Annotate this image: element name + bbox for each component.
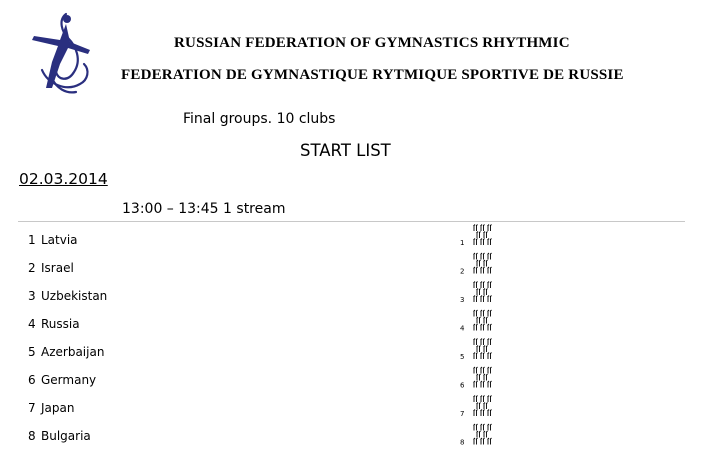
stream-time: 13:00 – 13:45 1 stream: [122, 201, 286, 217]
gymnast-figure-icon: [481, 324, 485, 331]
gymnast-figure-icon: [474, 324, 478, 331]
gymnast-figure-icon: [474, 225, 478, 232]
country-name: Germany: [41, 373, 97, 387]
start-number: 2: [28, 261, 36, 275]
gymnast-figure-icon: [474, 239, 478, 246]
gymnast-figure-icon: [481, 253, 485, 260]
gymnast-figure-icon: [488, 310, 492, 317]
gymnast-figure-icon: [488, 339, 492, 346]
gymnast-figure-icon: [488, 267, 492, 274]
gymnast-figure-icon: [488, 438, 492, 445]
start-number: 6: [28, 373, 36, 387]
gymnast-figure-icon: [477, 232, 481, 239]
gymnast-figure-icon: [488, 253, 492, 260]
country-name: Israel: [41, 261, 74, 275]
gymnast-figure-icon: [481, 239, 485, 246]
list-item: [28, 317, 80, 331]
org-name-french: FEDERATION DE GYMNASTIQUE RYTMIQUE SPORTIVE DE RUSSIE: [121, 67, 624, 83]
gymnast-figure-icon: [474, 282, 478, 289]
gymnast-figure-icon: [481, 396, 485, 403]
gymnast-figure-icon: [481, 424, 485, 431]
formation-number: 5: [460, 353, 465, 361]
formation-number: 2: [460, 267, 465, 276]
start-number: 5: [28, 345, 36, 359]
gymnast-figure-icon: [481, 296, 485, 303]
gymnast-figure-icon: [474, 410, 478, 417]
federation-logo-icon: [22, 10, 94, 100]
gymnast-figure-icon: [474, 310, 478, 317]
start-number: 3: [28, 289, 36, 303]
gymnast-figure-icon: [488, 282, 492, 289]
gymnast-figure-icon: [484, 232, 488, 239]
gymnast-figure-icon: [474, 267, 478, 274]
gymnast-figure-icon: [474, 367, 478, 374]
formation-number: 1: [460, 239, 465, 247]
gymnast-figure-icon: [481, 438, 485, 445]
gymnast-figure-icon: [481, 381, 485, 388]
list-item: [28, 401, 74, 415]
page-title: START LIST: [300, 141, 391, 160]
gymnast-figure-icon: [488, 353, 492, 360]
formation-number: 6: [460, 381, 465, 390]
gymnast-figure-icon: [481, 367, 485, 374]
gymnast-figure-icon: [481, 410, 485, 417]
gymnast-figure-icon: [477, 346, 481, 353]
event-date: 02.03.2014: [19, 170, 108, 188]
gymnast-figure-icon: [484, 260, 488, 267]
gymnast-figure-icon: [488, 410, 492, 417]
gymnast-figure-icon: [477, 317, 481, 324]
gymnast-figure-icon: [477, 260, 481, 267]
competition-subtitle: Final groups. 10 clubs: [183, 111, 336, 127]
list-item: [28, 429, 91, 443]
list-item: [28, 345, 104, 359]
formation-number: 7: [460, 410, 465, 418]
gymnast-figure-icon: [488, 424, 492, 431]
gymnast-figure-icon: [474, 424, 478, 431]
formation-number: 8: [460, 438, 465, 447]
gymnast-figure-icon: [474, 381, 478, 388]
start-number: 7: [28, 401, 36, 415]
gymnast-figure-icon: [474, 396, 478, 403]
gymnast-figure-icon: [474, 353, 478, 360]
gymnast-figure-icon: [481, 353, 485, 360]
country-name: Bulgaria: [41, 429, 91, 443]
gymnast-figure-icon: [474, 296, 478, 303]
gymnast-figure-icon: [484, 346, 488, 353]
gymnast-figure-icon: [488, 367, 492, 374]
gymnast-figure-icon: [488, 396, 492, 403]
country-name: Latvia: [41, 233, 78, 247]
gymnast-figure-icon: [474, 339, 478, 346]
gymnast-figure-icon: [477, 289, 481, 296]
start-number: 8: [28, 429, 36, 443]
gymnast-figure-icon: [474, 438, 478, 445]
gymnast-figure-icon: [481, 339, 485, 346]
gymnast-figure-icon: [484, 317, 488, 324]
start-number: 4: [28, 317, 36, 331]
gymnast-figure-icon: [481, 282, 485, 289]
org-name-english: RUSSIAN FEDERATION OF GYMNASTICS RHYTHMIC: [174, 35, 570, 51]
list-item: [28, 261, 74, 275]
gymnast-figure-icon: [477, 403, 481, 410]
gymnast-figure-icon: [474, 253, 478, 260]
gymnast-figure-icon: [488, 324, 492, 331]
country-name: Japan: [41, 401, 75, 415]
gymnast-figure-icon: [488, 381, 492, 388]
gymnast-figure-icon: [484, 374, 488, 381]
gymnast-figure-icon: [488, 225, 492, 232]
gymnast-figure-icon: [481, 267, 485, 274]
group-formation-icons: [456, 222, 504, 452]
country-name: Azerbaijan: [41, 345, 105, 359]
list-item: [28, 233, 78, 247]
gymnast-figure-icon: [477, 374, 481, 381]
list-item: [28, 373, 96, 387]
divider: [18, 221, 685, 222]
formation-number: 4: [460, 324, 465, 333]
gymnast-figure-icon: [488, 296, 492, 303]
gymnast-figure-icon: [484, 431, 488, 438]
start-number: 1: [28, 233, 36, 247]
gymnast-figure-icon: [488, 239, 492, 246]
country-name: Uzbekistan: [41, 289, 108, 303]
gymnast-figure-icon: [484, 289, 488, 296]
gymnast-figure-icon: [484, 403, 488, 410]
gymnast-figure-icon: [481, 310, 485, 317]
formation-number: 3: [460, 296, 465, 304]
country-name: Russia: [41, 317, 80, 331]
gymnast-figure-icon: [477, 431, 481, 438]
gymnast-figure-icon: [481, 225, 485, 232]
list-item: [28, 289, 107, 303]
